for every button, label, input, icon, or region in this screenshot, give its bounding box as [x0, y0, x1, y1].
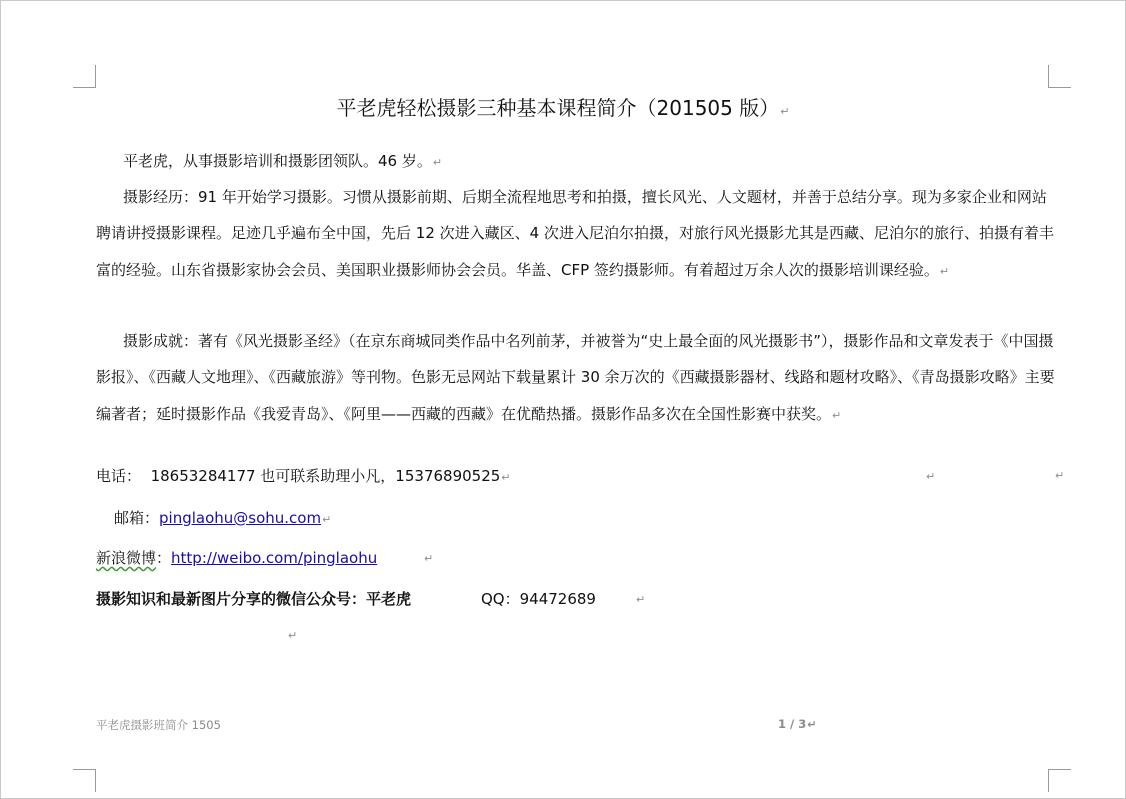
crop-mark-top-right: [1048, 65, 1071, 88]
weibo-separator: ：: [156, 549, 172, 567]
phone-line[interactable]: [96, 465, 511, 489]
document-title[interactable]: 平老虎轻松摄影三种基本课程简介（201505 版）↵: [336, 96, 790, 120]
email-line[interactable]: [114, 507, 331, 531]
paragraph-mark-icon: ↵: [322, 513, 332, 526]
paragraph-mark-icon: ↵: [780, 105, 790, 118]
footer-document-name: 平老虎摄影班简介 1505: [96, 718, 221, 732]
crop-mark-bottom-right: [1048, 769, 1071, 792]
weibo-line[interactable]: [96, 547, 377, 569]
email-label: 邮箱：: [114, 509, 160, 527]
weibo-label: 新浪微博: [96, 549, 157, 567]
paragraph-mark-icon: ↵: [501, 471, 511, 484]
paragraph-experience[interactable]: 摄影经历：91 年开始学习摄影。习惯从摄影前期、后期全流程地思考和拍摄，擅长风光、人文题材，并善于总结分享。现为多家企业和网站聘请讲授摄影课程。足迹几乎遍布全中国，先后 12 次进入藏区、4 次进入尼泊尔拍摄，对旅行风光摄影尤其是西藏、尼泊尔的旅行、拍摄有着丰富的经验。山东省摄影家协会会员、美国职业摄影师协会会员。华盖、CFP 签约摄影师。有着超过万余人次的摄影培训课经验。↵: [96, 188, 1054, 279]
paragraph-mark-icon: ↵: [926, 470, 936, 483]
paragraph-mark-icon: ↵: [832, 408, 842, 422]
paragraph-mark-icon: ↵: [636, 593, 646, 606]
paragraph-mark-icon: ↵: [432, 156, 443, 169]
paragraph-mark-icon: ↵: [288, 629, 298, 642]
phone-label: 电话：: [96, 467, 142, 485]
paragraph-achievements[interactable]: 摄影成就：著有《风光摄影圣经》（在京东商城同类作品中名列前茅，并被誉为“史上最全面的风光摄影书”），摄影作品和文章发表于《中国摄影报》、《西藏人文地理》、《西藏旅游》等刊物。色影无忌网站下载量累计 30 余万次的《西藏摄影器材、线路和题材攻略》、《青岛摄影攻略》主要编著者；延时摄影作品《我爱青岛》、《阿里——西藏的西藏》在优酷热播。摄影作品多次在全国性影赛中获奖。↵: [96, 332, 1055, 423]
email-link[interactable]: pinglaohu@sohu.com: [159, 509, 322, 527]
paragraph-mark-icon: ↵: [939, 264, 950, 278]
paragraph-mark-icon: ↵: [1055, 469, 1065, 482]
paragraph-mark-icon: ↵: [424, 552, 434, 565]
crop-mark-bottom-left: [73, 769, 96, 792]
weibo-link[interactable]: http://weibo.com/pinglaohu: [171, 549, 378, 567]
crop-mark-top-left: [73, 65, 96, 88]
footer-page-number: 1 / 3↵: [778, 717, 817, 731]
qq-line[interactable]: QQ：94472689: [481, 590, 596, 608]
paragraph-mark-icon: ↵: [807, 718, 817, 731]
phone-value: 18653284177 也可联系助理小凡，15376890525: [150, 467, 501, 485]
paragraph-intro[interactable]: 平老虎，从事摄影培训和摄影团领队。46 岁。↵: [123, 152, 443, 170]
wechat-line[interactable]: 摄影知识和最新图片分享的微信公众号：平老虎: [96, 590, 412, 608]
